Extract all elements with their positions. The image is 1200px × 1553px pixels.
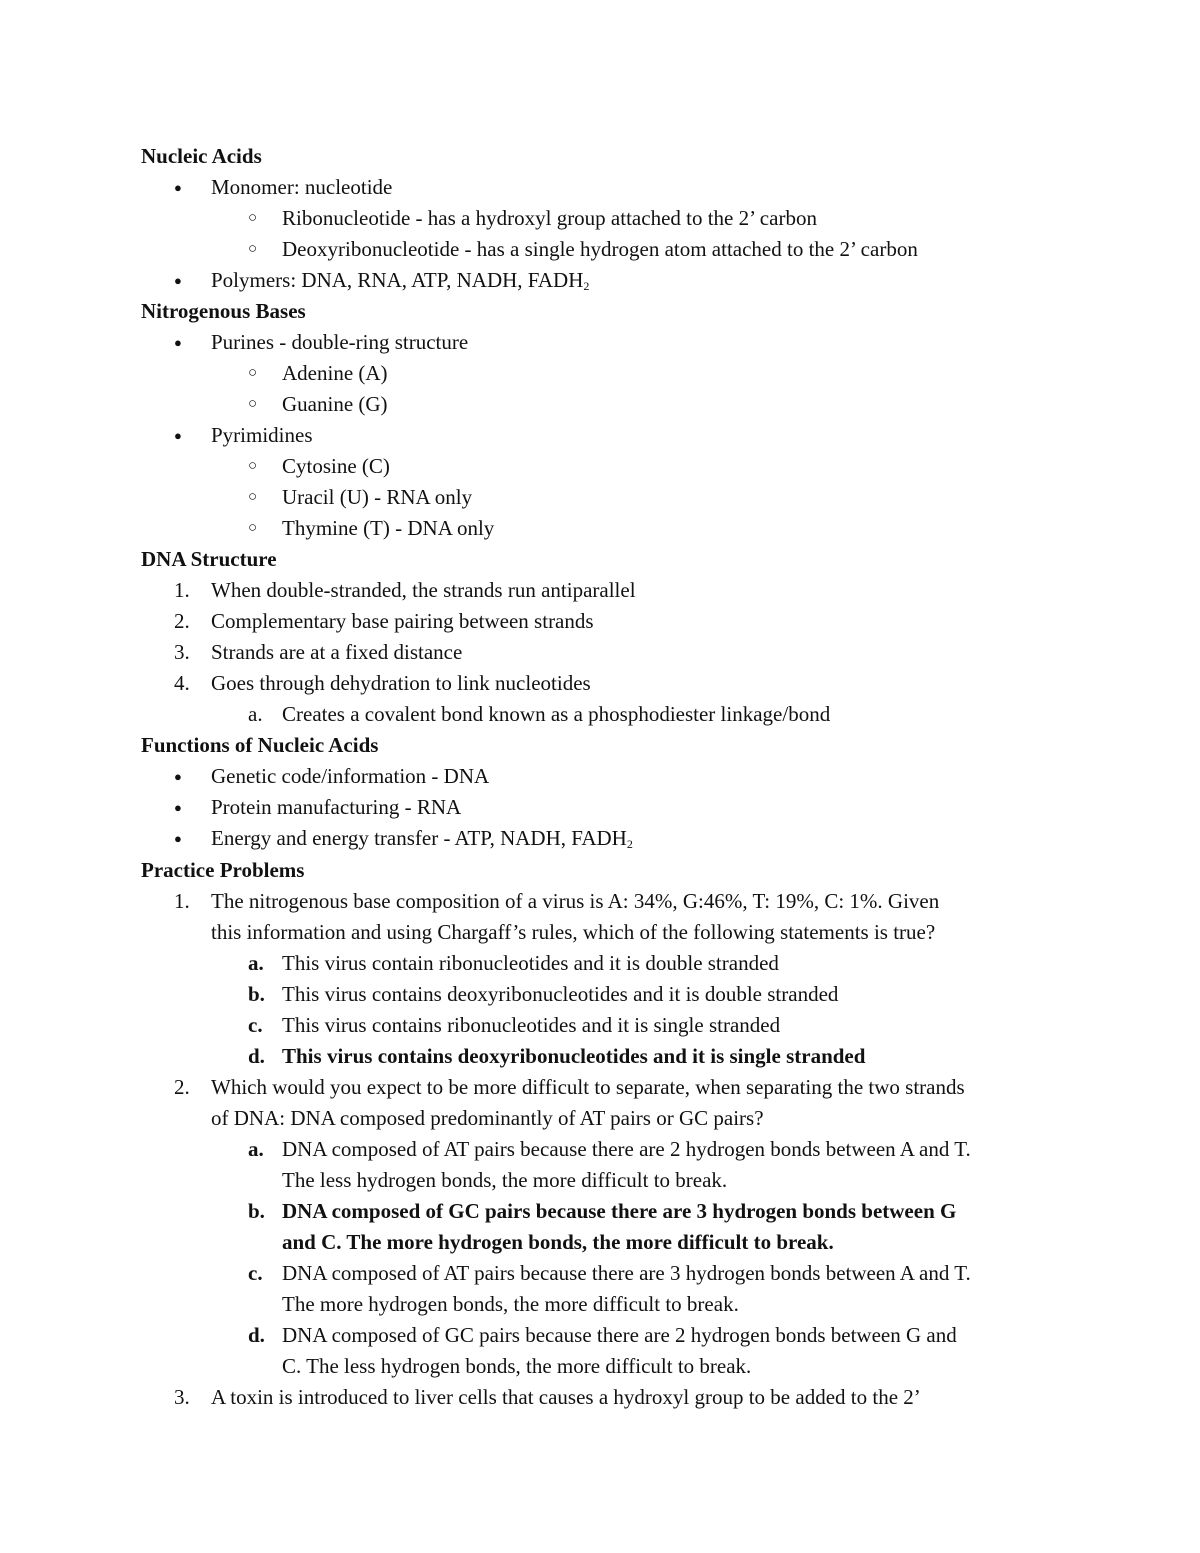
circle-bullet-icon: ○ (248, 489, 258, 505)
circle-bullet-icon: ○ (248, 396, 258, 412)
bullet-icon: ● (174, 273, 182, 288)
list-letter: a. (248, 702, 263, 726)
list-item: Monomer: nucleotide (211, 175, 393, 199)
list-item: Goes through dehydration to link nucleotides (211, 671, 591, 695)
question-number: 2. (174, 1075, 190, 1099)
section-heading-nitrogenous-bases: Nitrogenous Bases (141, 299, 306, 323)
list-item: Cytosine (C) (282, 454, 390, 478)
option-letter: b. (248, 982, 265, 1006)
subscript: 2 (583, 279, 590, 293)
correct-answer-option: and C. The more hydrogen bonds, the more difficult to break. (282, 1230, 834, 1254)
bullet-icon: ● (174, 831, 182, 846)
section-heading-dna-structure: DNA Structure (141, 547, 277, 571)
section-heading-practice-problems: Practice Problems (141, 858, 305, 882)
question-number: 1. (174, 889, 190, 913)
question-text: A toxin is introduced to liver cells that causes a hydroxyl group to be added to the 2’ (211, 1385, 921, 1409)
bullet-icon: ● (174, 180, 182, 195)
list-item (211, 265, 589, 296)
energy-text: Energy and energy transfer - ATP, NADH, FADH (211, 826, 627, 850)
list-item: Purines - double-ring structure (211, 330, 469, 354)
list-number: 3. (174, 640, 190, 664)
answer-option: C. The less hydrogen bonds, the more difficult to break. (282, 1354, 752, 1378)
polymers-text: Polymers: DNA, RNA, ATP, NADH, FADH (211, 268, 584, 292)
answer-option: This virus contains ribonucleotides and it is single stranded (282, 1013, 781, 1037)
list-item: Thymine (T) - DNA only (282, 516, 495, 540)
option-letter: c. (248, 1013, 263, 1037)
list-item (211, 823, 633, 854)
question-text: of DNA: DNA composed predominantly of AT pairs or GC pairs? (211, 1106, 764, 1130)
answer-option: The more hydrogen bonds, the more difficult to break. (282, 1292, 739, 1316)
list-item: Uracil (U) - RNA only (282, 485, 473, 509)
answer-option: DNA composed of AT pairs because there are 3 hydrogen bonds between A and T. (282, 1261, 971, 1285)
circle-bullet-icon: ○ (248, 210, 258, 226)
option-letter: d. (248, 1044, 265, 1068)
correct-answer-option: DNA composed of GC pairs because there are 3 hydrogen bonds between G (282, 1199, 957, 1223)
list-item: Protein manufacturing - RNA (211, 795, 462, 819)
bullet-icon: ● (174, 335, 182, 350)
subscript: 2 (626, 837, 633, 851)
option-letter: c. (248, 1261, 263, 1285)
question-number: 3. (174, 1385, 190, 1409)
answer-option: This virus contain ribonucleotides and it is double stranded (282, 951, 779, 975)
question-text: Which would you expect to be more difficult to separate, when separating the two strands (211, 1075, 965, 1099)
list-item: Strands are at a fixed distance (211, 640, 463, 664)
section-heading-functions: Functions of Nucleic Acids (141, 733, 379, 757)
circle-bullet-icon: ○ (248, 365, 258, 381)
answer-option: DNA composed of GC pairs because there are 2 hydrogen bonds between G and (282, 1323, 957, 1347)
list-number: 2. (174, 609, 190, 633)
option-letter: a. (248, 951, 264, 975)
list-item: Complementary base pairing between strands (211, 609, 594, 633)
circle-bullet-icon: ○ (248, 458, 258, 474)
list-item: Guanine (G) (282, 392, 388, 416)
answer-option: The less hydrogen bonds, the more difficult to break. (282, 1168, 728, 1192)
answer-option: DNA composed of AT pairs because there are 2 hydrogen bonds between A and T. (282, 1137, 971, 1161)
list-item: When double-stranded, the strands run antiparallel (211, 578, 636, 602)
list-number: 4. (174, 671, 190, 695)
option-letter: b. (248, 1199, 265, 1223)
list-item: Creates a covalent bond known as a phosphodiester linkage/bond (282, 702, 831, 726)
section-heading-nucleic-acids: Nucleic Acids (141, 144, 262, 168)
circle-bullet-icon: ○ (248, 241, 258, 257)
question-text: The nitrogenous base composition of a virus is A: 34%, G:46%, T: 19%, C: 1%. Given (211, 889, 940, 913)
list-item: Deoxyribonucleotide - has a single hydrogen atom attached to the 2’ carbon (282, 237, 918, 261)
option-letter: a. (248, 1137, 264, 1161)
question-text: this information and using Chargaff’s rules, which of the following statements is true? (211, 920, 936, 944)
list-item: Genetic code/information - DNA (211, 764, 490, 788)
circle-bullet-icon: ○ (248, 520, 258, 536)
answer-option: This virus contains deoxyribonucleotides and it is double stranded (282, 982, 839, 1006)
list-item: Pyrimidines (211, 423, 313, 447)
bullet-icon: ● (174, 428, 182, 443)
list-item: Adenine (A) (282, 361, 388, 385)
option-letter: d. (248, 1323, 265, 1347)
list-number: 1. (174, 578, 190, 602)
bullet-icon: ● (174, 800, 182, 815)
list-item: Ribonucleotide - has a hydroxyl group attached to the 2’ carbon (282, 206, 817, 230)
correct-answer-option: This virus contains deoxyribonucleotides and it is single stranded (282, 1044, 866, 1068)
bullet-icon: ● (174, 769, 182, 784)
